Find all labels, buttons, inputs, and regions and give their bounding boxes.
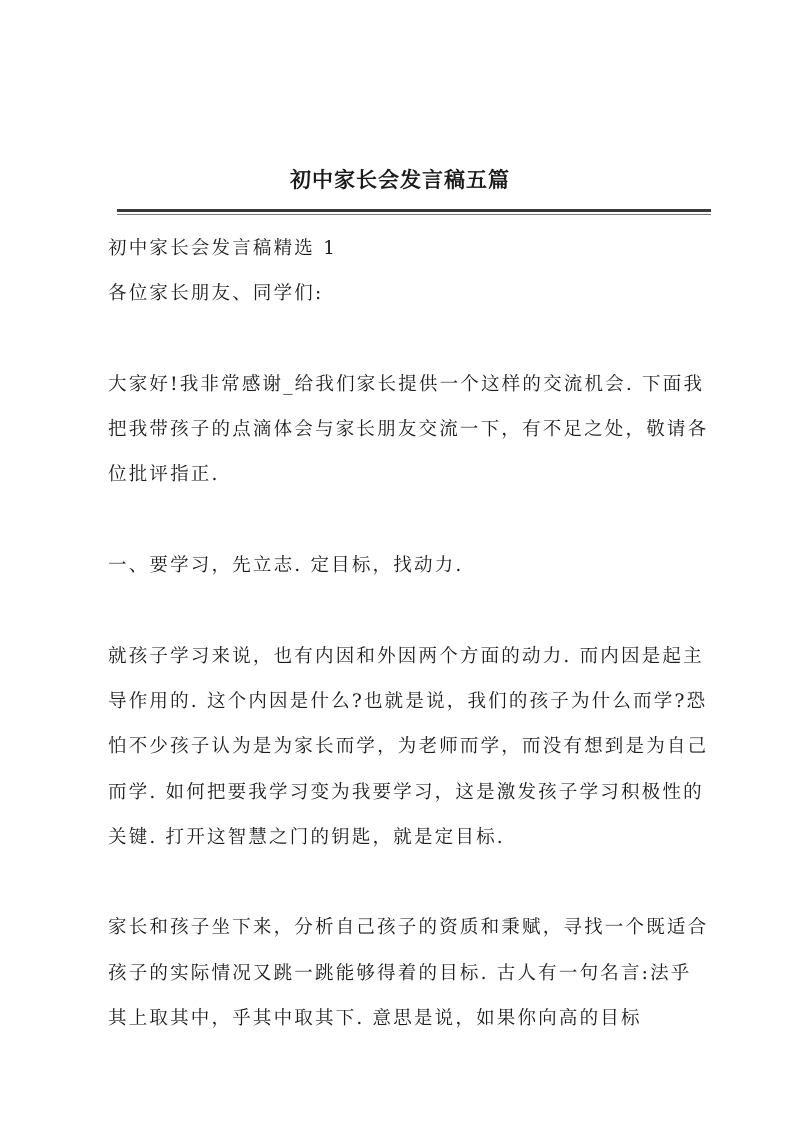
paragraph-gap <box>108 498 712 543</box>
paragraph-1: 大家好!我非常感谢_给我们家长提供一个这样的交流机会. 下面我把我带孩子的点滴体会与家长朋友交流一下，有不足之处，敬请各位批评指正. <box>108 373 709 486</box>
section-heading-1: 一、要学习，先立志. 定目标，找动力. <box>108 555 464 577</box>
document-title: 初中家长会发言稿五篇 <box>290 167 510 192</box>
paragraph-2: 就孩子学习来说，也有内因和外因两个方面的动力. 而内因是起主导作用的. 这个内因是什么?也就是说，我们的孩子为什么而学?恐怕不少孩子认为是为家长而学，为老师而学，而没有想到是为自己而学. 如何把要我学习变为我要学习，这是激发孩子学习积极性的关键. 打开这智慧之门的钥匙，就是定目标. <box>108 645 709 848</box>
document-body <box>108 226 712 1041</box>
paragraph-gap <box>108 860 712 905</box>
section-subtitle: 初中家长会发言稿精选 1 <box>108 238 338 259</box>
paragraph-gap <box>108 317 712 362</box>
paragraph-gap <box>108 588 712 633</box>
paragraph-3: 家长和孩子坐下来，分析自己孩子的资质和秉赋，寻找一个既适合孩子的实际情况又跳一跳能够得着的目标. 古人有一句名言:法乎其上取其中，乎其中取其下. 意思是说，如果你向高的目标 <box>108 917 709 1030</box>
title-divider-thin <box>117 214 711 215</box>
title-divider-thick <box>117 209 711 212</box>
greeting-line: 各位家长朋友、同学们: <box>108 283 324 305</box>
